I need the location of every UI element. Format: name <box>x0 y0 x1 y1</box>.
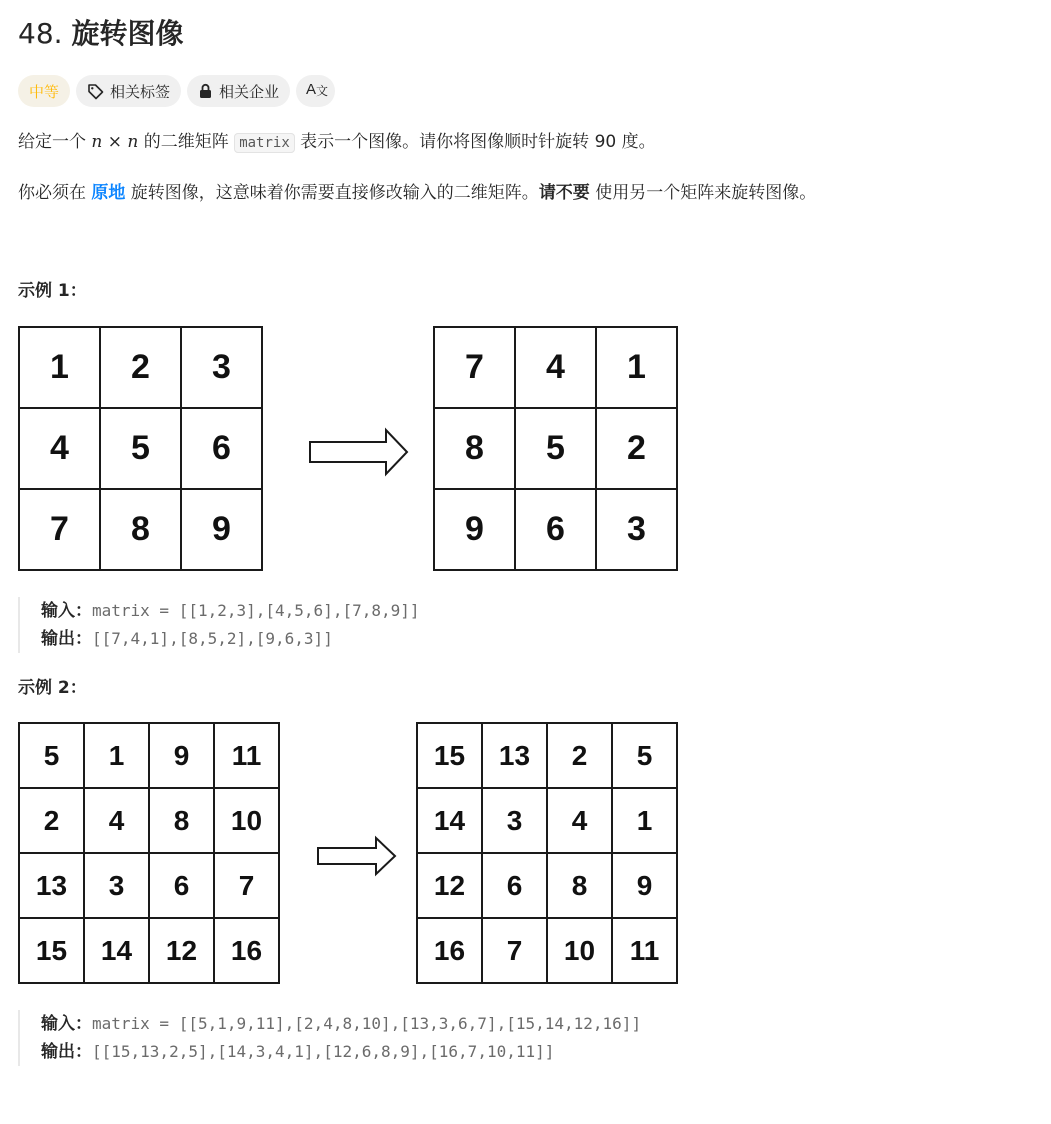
matrix-cell: 9 <box>149 723 214 788</box>
input-label: 输入： <box>41 1014 92 1034</box>
difficulty-badge[interactable] <box>18 75 70 107</box>
matrix-cell: 3 <box>596 489 677 570</box>
matrix-cell: 4 <box>547 788 612 853</box>
matrix-cell: 5 <box>515 408 596 489</box>
matrix-cell: 3 <box>482 788 547 853</box>
matrix-cell: 10 <box>214 788 279 853</box>
output-value: [[7,4,1],[8,5,2],[9,6,3]] <box>92 629 333 648</box>
matrix-cell: 1 <box>19 327 100 408</box>
tag-bar <box>18 75 335 107</box>
input-value: matrix = [[5,1,9,11],[2,4,8,10],[13,3,6,7],[15,14,12,16]] <box>92 1014 642 1033</box>
matrix-cell: 6 <box>181 408 262 489</box>
matrix-cell: 2 <box>547 723 612 788</box>
matrix-cell: 9 <box>181 489 262 570</box>
right-arrow-icon <box>316 836 398 876</box>
desc-text: 你必须在 <box>18 183 92 203</box>
matrix-cell: 2 <box>19 788 84 853</box>
matrix-cell: 11 <box>612 918 677 983</box>
matrix-cell: 2 <box>596 408 677 489</box>
output-value: [[15,13,2,5],[14,3,4,1],[12,6,8,9],[16,7,10,11]] <box>92 1042 555 1061</box>
matrix-cell: 16 <box>417 918 482 983</box>
svg-text:A: A <box>306 81 317 98</box>
matrix-cell: 7 <box>214 853 279 918</box>
example-1-heading: 示例 1： <box>18 281 87 301</box>
input-label: 输入： <box>41 601 92 621</box>
desc-text: 给定一个 <box>18 132 92 152</box>
matrix-cell: 8 <box>149 788 214 853</box>
example-1-io-block <box>18 597 420 653</box>
matrix-cell: 6 <box>149 853 214 918</box>
example-1-output-line <box>41 625 420 653</box>
matrix-cell: 1 <box>612 788 677 853</box>
companies-tag-label: 相关企业 <box>219 82 280 101</box>
topics-tag-button[interactable] <box>76 75 181 107</box>
example-1-output-matrix <box>433 326 678 571</box>
matrix-cell: 16 <box>214 918 279 983</box>
matrix-cell: 10 <box>547 918 612 983</box>
matrix-cell: 7 <box>19 489 100 570</box>
example-2-input-matrix <box>18 722 280 984</box>
desc-text: × <box>102 132 128 152</box>
example-2-input-line <box>41 1010 641 1038</box>
matrix-cell: 6 <box>515 489 596 570</box>
matrix-cell: 14 <box>84 918 149 983</box>
problem-name: 旋转图像 <box>71 17 184 50</box>
matrix-cell: 2 <box>100 327 181 408</box>
matrix-cell: 15 <box>19 918 84 983</box>
matrix-cell: 9 <box>612 853 677 918</box>
svg-text:文: 文 <box>316 84 329 98</box>
matrix-cell: 5 <box>19 723 84 788</box>
desc-var-n: n <box>91 132 103 152</box>
matrix-cell: 6 <box>482 853 547 918</box>
matrix-cell: 13 <box>482 723 547 788</box>
example-2-io-block <box>18 1010 641 1066</box>
desc-text: 表示一个图像。请你将图像顺时针旋转 90 度。 <box>294 132 656 152</box>
matrix-cell: 3 <box>84 853 149 918</box>
matrix-cell: 15 <box>417 723 482 788</box>
example-2-heading: 示例 2： <box>18 678 87 698</box>
matrix-cell: 8 <box>547 853 612 918</box>
example-1-input-line <box>41 597 420 625</box>
matrix-cell: 8 <box>434 408 515 489</box>
in-place-link[interactable]: 原地 <box>91 183 126 203</box>
translate-button[interactable] <box>296 75 335 107</box>
right-arrow-icon <box>308 428 410 476</box>
tag-icon <box>87 83 104 100</box>
example-1-input-matrix <box>18 326 263 571</box>
matrix-cell: 7 <box>482 918 547 983</box>
input-value: matrix = [[1,2,3],[4,5,6],[7,8,9]] <box>92 601 420 620</box>
difficulty-label: 中等 <box>29 82 60 101</box>
inline-code-matrix: matrix <box>234 133 295 153</box>
matrix-cell: 4 <box>19 408 100 489</box>
description-paragraph-1 <box>18 129 656 156</box>
matrix-cell: 9 <box>434 489 515 570</box>
matrix-cell: 1 <box>84 723 149 788</box>
matrix-cell: 11 <box>214 723 279 788</box>
problem-number: 48. <box>18 17 63 50</box>
matrix-cell: 5 <box>612 723 677 788</box>
matrix-cell: 4 <box>84 788 149 853</box>
translate-icon <box>306 81 329 101</box>
matrix-cell: 4 <box>515 327 596 408</box>
desc-var-n: n <box>127 132 139 152</box>
example-2-output-matrix <box>416 722 678 984</box>
problem-title <box>18 14 183 54</box>
output-label: 输出： <box>41 629 92 649</box>
matrix-cell: 12 <box>417 853 482 918</box>
topics-tag-label: 相关标签 <box>110 82 171 101</box>
matrix-cell: 5 <box>100 408 181 489</box>
matrix-cell: 8 <box>100 489 181 570</box>
desc-text: 的二维矩阵 <box>138 132 235 152</box>
desc-text: 旋转图像，这意味着你需要直接修改输入的二维矩阵。 <box>125 183 539 203</box>
lock-icon <box>198 83 213 99</box>
description-paragraph-2 <box>18 180 816 206</box>
matrix-cell: 1 <box>596 327 677 408</box>
matrix-cell: 13 <box>19 853 84 918</box>
companies-tag-button[interactable] <box>187 75 290 107</box>
matrix-cell: 7 <box>434 327 515 408</box>
matrix-cell: 3 <box>181 327 262 408</box>
example-2-output-line <box>41 1038 641 1066</box>
output-label: 输出： <box>41 1042 92 1062</box>
matrix-cell: 12 <box>149 918 214 983</box>
desc-bold: 请不要 <box>538 183 590 203</box>
desc-text: 使用另一个矩阵来旋转图像。 <box>589 183 817 203</box>
matrix-cell: 14 <box>417 788 482 853</box>
